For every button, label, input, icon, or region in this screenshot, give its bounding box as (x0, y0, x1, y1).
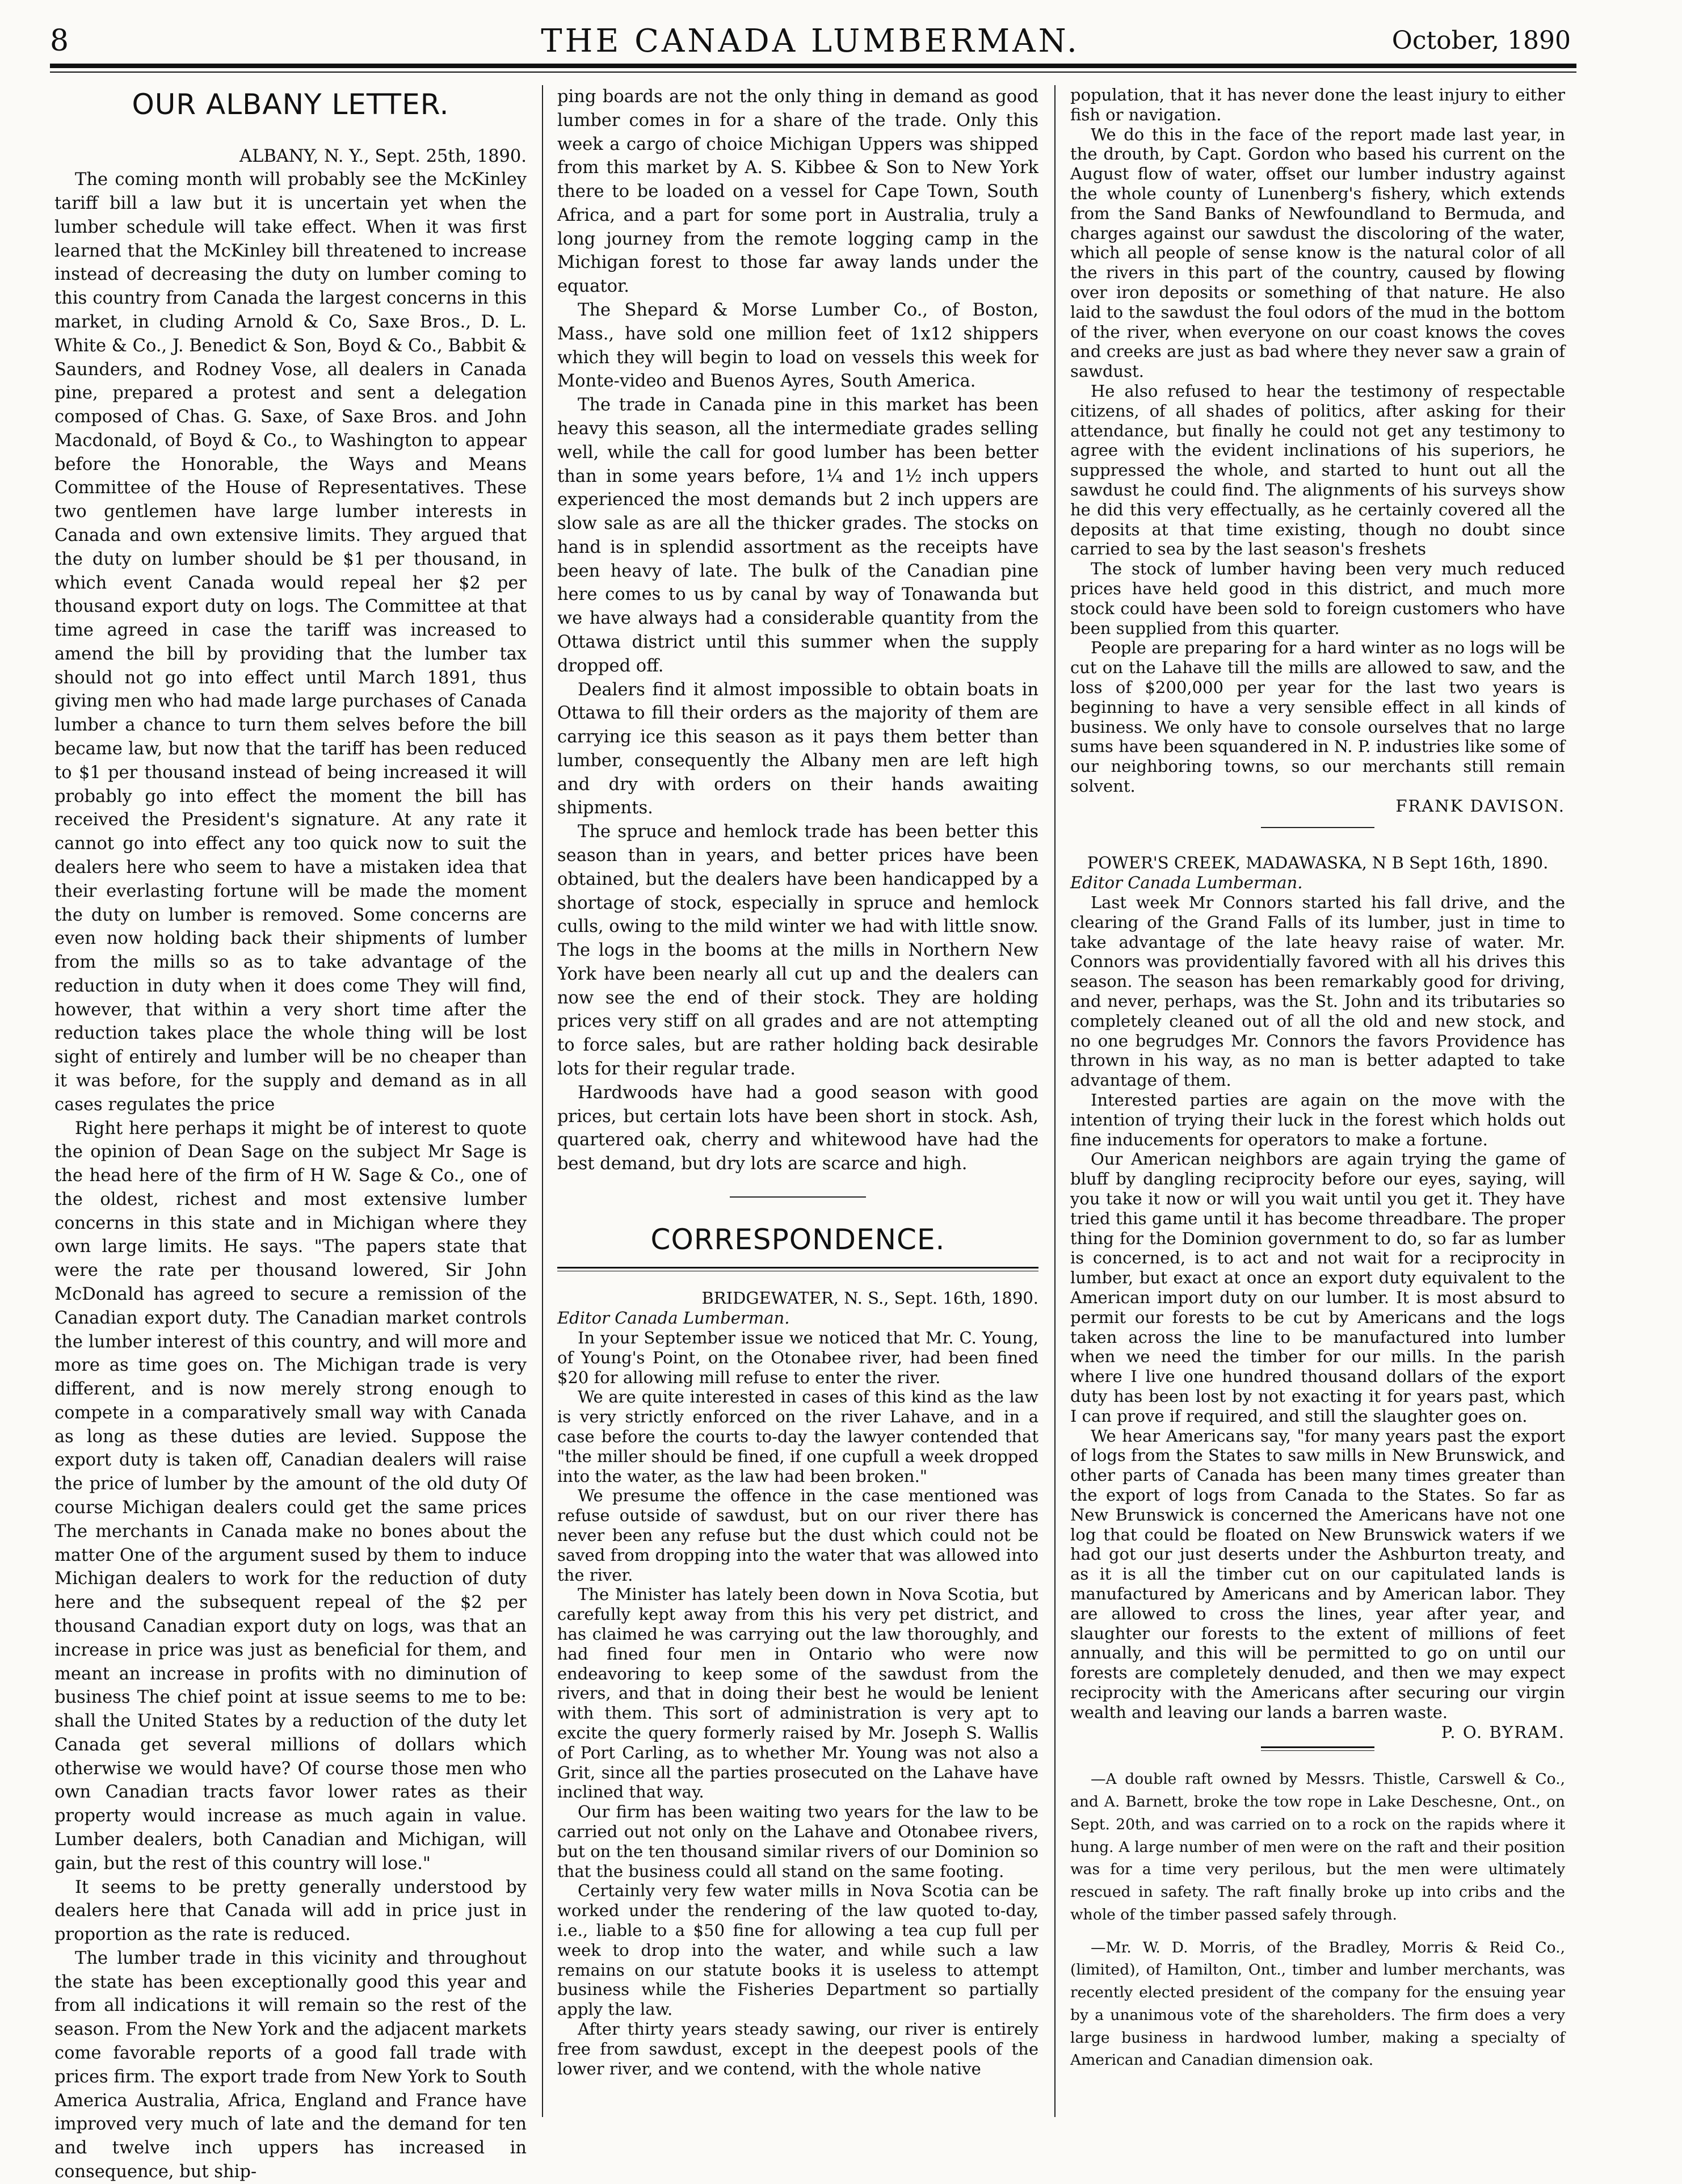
article-paragraph: Hardwoods have had a good season with good prices, but certain lots have been short in stock. Ash, quartered oak, cherry and whitewood have had the best demand, but dry lots are scarce and high. (557, 1082, 1038, 1174)
letter-signature: FRANK DAVISON. (1395, 796, 1565, 816)
article-divider (730, 1196, 866, 1198)
newspaper-title: THE CANADA LUMBERMAN. (541, 23, 1080, 60)
column-divider (542, 85, 543, 2117)
letter-divider (1261, 827, 1374, 828)
column-3 (1070, 85, 1565, 2072)
letter-paragraph: He also refused to hear the testimony of respectable citizens, of all shades of politics, after asking for their attendance, but finally he could not get any testimony to agree with the evident inclinations of his superiors, he suppressed the whole, and started to hunt out all the sawdust he could find. The alignments of his surveys show he did this very effectually, as he certainly covered all the deposits at that time existing, though no doubt since carried to sea by the last season's freshets (1070, 381, 1565, 559)
letter-paragraph: Our American neighbors are again trying the game of bluff by dangling reciprocity before our eyes, saying, will you take it now or will you wait until you get it. They have tried this game until it has become threadbare. The proper thing for the Dominion government to do, so far as lumber is concerned, is to act and not wait for a reciprocity in lumber, but exact at once an export duty equivalent to the American import duty on our lumber. It is most absurd to permit our forests to be cut by Americans and the logs taken across the line to be manufactured into lumber when we need the timber for our mills. In the parish where I live one hundred thousand dollars of the export duty has been lost by not exacting it for years past, which I can prove if required, and still the slaughter goes on. (1070, 1149, 1565, 1426)
article-paragraph: Right here perhaps it might be of interest to quote the opinion of Dean Sage on the subject Mr Sage is the head here of the firm of H W. Sage & Co., one of the oldest, richest and most extensive lumber concerns in this state and in Michigan where they own large limits. He says. "The papers state that were the rate per thousand lowered, Sir John McDonald has agreed to secure a remission of the Canadian export duty. The Canadian market controls the lumber interest of this country, and will more and more as time goes on. The Michigan trade is very different, and is now merely strong enough to compete in a comparatively small way with Canada as long as these duties are levied. Suppose the export duty is taken off, Canadian dealers will raise the price of lumber by the amount of the old duty Of course Michigan dealers could get the same prices The merchants in Canada make no bones about the matter One of the argument sused by them to induce Michigan dealers to work for the reduction of duty here and the subsequent repeal of the $2 per thousand Canadian export duty on logs, was that an increase in price was just as beneficial for them, and meant an increase in profits with no diminution of business The chief point at issue seems to me to be: shall the United States by a reduction of the duty let Canada get several millions of dollars which otherwise we would have? Of course those men who own Canadian tracts favor lower rates as their property would increase as much again in value. Lumber dealers, both Canadian and Michigan, will gain, but the rest of this country will lose." (54, 1118, 527, 1874)
article-paragraph: Dealers find it almost impossible to obtain boats in Ottawa to fill their orders as the majority of them are carrying ice this season as it pays them better than lumber, consequently the Albany men are left high and dry with orders on their hands awaiting shipments. (557, 679, 1038, 818)
letter-paragraph: People are preparing for a hard winter as no logs will be cut on the Lahave till the mills are allowed to saw, and the loss of $200,000 per year for the last two years is beginning to have a very sensible effect in all kinds of business. We only have to console ourselves that no large sums have been squandered in N. P. industries like some of our neighboring towns, so our merchants still remain solvent. (1070, 638, 1565, 796)
column-1 (54, 85, 527, 2184)
article-paragraph: The Shepard & Morse Lumber Co., of Boston, Mass., have sold one million feet of 1x12 shippers which they will begin to load on vessels this week for Monte-video and Buenos Ayres, South America. (557, 300, 1038, 392)
letter-signature: P. O. BYRAM. (1441, 1722, 1565, 1742)
letter-paragraph: Interested parties are again on the move with the intention of trying their luck in the forest which holds out fine inducements for operators to make a fortune. (1070, 1090, 1565, 1149)
article-paragraph: The coming month will probably see the McKinley tariff bill a law but it is uncertain yet when the lumber schedule will take effect. When it was first learned that the McKinley bill threatened to increase instead of decreasing the duty on lumber coming to this country from Canada the largest concerns in this market, in cluding Arnold & Co, Saxe Bros., D. L. White & Co., J. Benedict & Son, Boyd & Co., Babbit & Saunders, and Rodney Vose, all dealers in Canada pine, prepared a protest and sent a delegation composed of Chas. G. Saxe, of Saxe Bros. and John Macdonald, of Boyd & Co., to Washington to appear before the Honorable, the Ways and Means Committee of the House of Representatives. These two gentlemen have large lumber interests in Canada and own extensive limits. They argued that the duty on lumber should be $1 per thousand, in which event Canada would repeal her $2 per thousand export duty on logs. The Committee at that time agreed in case the tariff was increased to amend the bill by providing that the lumber tax should not go into effect until March 1891, thus giving men who had made large purchases of Canada lumber a chance to turn them selves before the bill became law, but now that the tariff has been reduced to $1 per thousand instead of being increased it will probably go into effect the moment the bill has received the President's signature. At any rate it cannot go into effect any too quick now to suit the dealers here who seem to have a mistaken idea that their everlasting fortune will be made the moment the duty on lumber is removed. Some concerns are even now holding back their shipments of lumber from the mills so as to take advantage of the reduction in duty when it does come They will find, however, that within a very short time after the reduction takes place the whole thing will be lost sight of entirely and lumber will be no cheaper than it was before, for the supply and demand as in all cases regulates the price (54, 170, 527, 1115)
letter-paragraph: After thirty years steady sawing, our river is entirely free from sawdust, except in the deepest pools of the lower river, and we contend, with the whole native (557, 2019, 1038, 2078)
notes-divider (1261, 1746, 1374, 1751)
news-note: —Mr. W. D. Morris, of the Bradley, Morris & Reid Co., (limited), of Hamilton, Ont., timber and lumber merchants, was recently elected president of the company for the ensuing year by a unanimous vote of the shareholders. The firm does a very large business in hardwood lumber, making a specialty of American and Canadian dimension oak. (1070, 1938, 1565, 2069)
column-2 (557, 85, 1038, 2078)
correspondence-heading: CORRESPONDENCE. (650, 1223, 945, 1256)
article-paragraph: The lumber trade in this vicinity and throughout the state has been exceptionally good this year and from all indications it will remain so the rest of the season. From the New York and the adjacent markets come favorable reports of a good fall trade with prices firm. The export trade from New York to South America Australia, Africa, England and France have improved very much of late and the demand for ten and twelve inch uppers has increased in consequence, but ship- (54, 1948, 527, 2182)
letter-paragraph: population, that it has never done the least injury to either fish or navigation. (1070, 85, 1565, 124)
article-paragraph: The trade in Canada pine in this market has been heavy this season, all the intermediate grades selling well, while the call for good lumber has been better than in some years before, 1¼ and 1½ inch uppers experienced the most demands but 2 inch uppers are slow sale as are all the thicker grades. The stocks on hand is in splendid assortment as the receipts have been heavy of late. The bulk of the Canadian pine here comes to us by canal by way of Tonawanda but we have always had a considerable quantity from the Ottawa district until this summer when the supply dropped off. (557, 395, 1038, 676)
letter-dateline: BRIDGEWATER, N. S., Sept. 16th, 1890. (701, 1288, 1038, 1308)
column-divider (1054, 85, 1056, 2117)
letter-paragraph: We hear Americans say, "for many years past the export of logs from the States to saw mills in New Brunswick, and other parts of Canada has been many times greater than the export of logs from Canada to the States. So far as New Brunswick is concerned the Americans have not one log that could be floated on New Brunswick waters if we had got our just deserts under the Ashburton treaty, and as it is all the timber cut on our capitulated lands is manufactured by Americans and by American labor. They are allowed to cross the lines, year after year, and slaughter our forests to the extent of millions of feet annually, and this will be permitted to go on until our forests are completely denuded, and then we may expect reciprocity with the Americans after securing our virgin wealth and leaving our lands a barren waste. (1070, 1426, 1565, 1722)
letter-salutation: Editor Canada Lumberman. (557, 1308, 790, 1328)
letter-paragraph: The Minister has lately been down in Nova Scotia, but carefully kept away from this his very pet district, and has claimed he was carrying out the law thoroughly, and had fined four men in Ontario who were now endeavoring to keep some of the sawdust from the rivers, and that in doing their best he would be lenient with them. This sort of administration is very apt to excite the query formerly raised by Mr. Joseph S. Wallis of Port Carling, as to whether Mr. Young was not also a Grit, since all the parties prosecuted on the Lahave have inclined that way. (557, 1585, 1038, 1802)
letter-paragraph: We do this in the face of the report made last year, in the drouth, by Capt. Gordon who based his current on the August flow of water, offset our lumber industry against the whole county of Lunenberg's fishery, which extends from the Sand Banks of Newfoundland to Bermuda, and charges against our sawdust the discoloring of the water, which all people of sense know is the natural color of all the rivers in this part of the country, caused by flowing over iron deposits or something of that nature. He also laid to the sawdust the foul odors of the mud in the bottom of the river, when everyone on our coast knows the coves and creeks are just as bad where they never saw a grain of sawdust. (1070, 124, 1565, 381)
page-number: 8 (50, 24, 69, 58)
letter-paragraph: We are quite interested in cases of this kind as the law is very strictly enforced on the river Lahave, and in a case before the courts to-day the lawyer contended that "the miller should be fined, if one cupfull a week dropped into the water, as the law had been broken." (557, 1387, 1038, 1486)
letter-paragraph: Last week Mr Connors started his fall drive, and the clearing of the Grand Falls of its lumber, just in time to take advantage of the late heavy raise of water. Mr. Connors was providentially favored with all his drives this season. The season has been remarkably good for driving, and never, perhaps, was the St. John and its tributaries so completely cleaned out of all the old and new stock, and no one begrudges Mr. Connors the favors Providence has thrown in his way, as no man is better adapted to take advantage of them. (1070, 893, 1565, 1090)
article-paragraph: The spruce and hemlock trade has been better this season than in years, and better prices have been obtained, but the dealers have been handicapped by a shortage of stock, especially in spruce and hemlock culls, owing to the mild winter we had with little snow. The logs in the booms at the mills in Northern New York have been nearly all cut up and the dealers can now see the end of their stock. They are holding prices very stiff on all grades and are not attempting to force sales, but are rather holding back desirable lots for their regular trade. (557, 822, 1038, 1080)
masthead-rule-thin (50, 72, 1576, 73)
masthead-rule (50, 64, 1576, 68)
article-paragraph: ping boards are not the only thing in demand as good lumber comes in for a share of the trade. Only this week a cargo of choice Michigan Uppers was shipped from this market by A. S. Kibbee & Son to New York there to be loaded on a vessel for Cape Town, South Africa, and a part for some port in Australia, truly a long journey from the remote logging camp in the Michigan forest to those far away lands under the equator. (557, 87, 1038, 297)
news-note: —A double raft owned by Messrs. Thistle, Carswell & Co., and A. Barnett, broke the tow rope in Lake Deschesne, Ont., on Sept. 20th, and was carried on to a rock on the rapids where it hung. A large number of men were on the raft and their position was for a time very perilous, but the men were ultimately rescued in safety. The raft finally broke up into cribs and the whole of the timber passed safely through. (1070, 1770, 1565, 1923)
letter-paragraph: The stock of lumber having been very much reduced prices have held good in this district, and much more stock could have been sold to foreign customers who have been supplied from this quarter. (1070, 559, 1565, 638)
letter-paragraph: In your September issue we noticed that Mr. C. Young, of Young's Point, on the Otonabee river, had been fined $20 for allowing mill refuse to enter the river. (557, 1328, 1038, 1387)
letter-paragraph: Certainly very few water mills in Nova Scotia can be worked under the rendering of the law quoted to-day, i.e., liable to a $50 fine for allowing a tea cup full per week to drop into the water, and while such a law remains on our statute books it is useless to attempt business while the Fisheries Department so partially apply the law. (557, 1881, 1038, 2019)
masthead (50, 23, 1571, 62)
letter-paragraph: We presume the offence in the case mentioned was refuse outside of sawdust, but on our river there has never been any refuse but the dust which could not be saved from dropping into the water that was allowed into the river. (557, 1486, 1038, 1585)
letter-dateline: POWER'S CREEK, MADAWASKA, N B Sept 16th, 1890. (1087, 853, 1549, 873)
albany-letter-heading: OUR ALBANY LETTER. (132, 88, 449, 121)
letter-salutation: Editor Canada Lumberman. (1070, 873, 1303, 893)
heading-rule (557, 1267, 1038, 1271)
article-paragraph: It seems to be pretty generally understood by dealers here that Canada will add in price just in proportion as the rate is reduced. (54, 1877, 527, 1945)
letter-paragraph: Our firm has been waiting two years for the law to be carried out not only on the Lahave and Otonabee rivers, but on the ten thousand similar rivers of our Dominion so that the business could all stand on the same footing. (557, 1802, 1038, 1881)
albany-dateline: ALBANY, N. Y., Sept. 25th, 1890. (239, 146, 527, 166)
issue-date: October, 1890 (1391, 26, 1571, 55)
